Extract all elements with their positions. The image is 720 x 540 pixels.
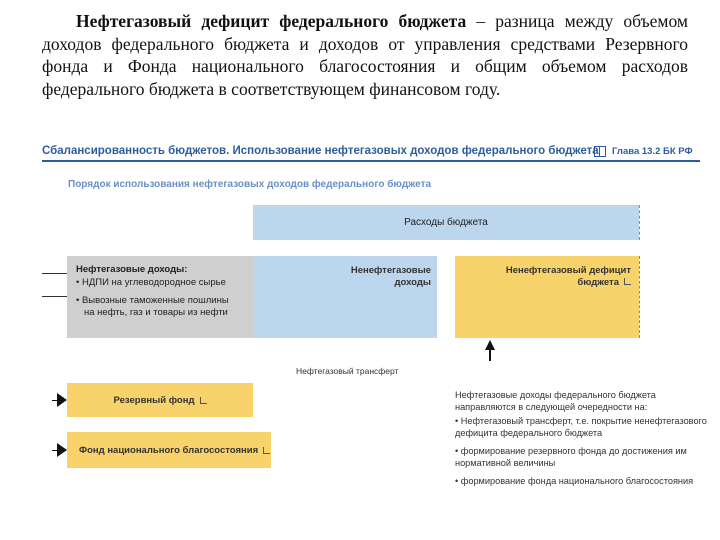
intro-text: – разница между объемом доходов федерального бюджета и доходов от управления средствами Резервного фонда и Фонда национального благосостояния и общим объемом расходов федерального бюджета в соответствующем финансовом году. <box>42 11 688 99</box>
oil-revenue-box <box>67 256 254 338</box>
reserve-fund-box <box>67 383 253 417</box>
expenses-dashed-edge <box>639 205 640 240</box>
allocation-item-1: • Нефтегазовый трансферт, т.е. покрытие ненефтегазового дефицита федерального бюджета <box>455 416 707 438</box>
intro-paragraph <box>42 10 688 100</box>
oil-item-1: • НДПИ на углеводородное сырье <box>76 277 226 288</box>
oil-connector-bottom <box>42 296 67 297</box>
transfer-label: Нефтегазовый трансферт <box>296 366 399 376</box>
intro-term: Нефтегазовый дефицит федерального бюджета <box>76 11 467 31</box>
nonoil-revenue-box <box>254 256 437 338</box>
oil-connector-top <box>42 273 67 274</box>
header-reference: Глава 13.2 БК РФ <box>612 146 693 157</box>
allocation-intro: Нефтегазовые доходы федерального бюджета направляются в следующей очередности на: <box>455 390 656 412</box>
welfare-fund-box <box>67 432 271 468</box>
fund-arrow-icon <box>57 443 67 457</box>
deficit-dashed-edge <box>639 256 640 338</box>
book-icon <box>594 146 606 157</box>
nonoil-line-2: доходы <box>394 277 431 288</box>
reserve-fund-label: Резервный фонд <box>113 394 195 406</box>
allocation-item-3: • формирование фонда национального благосостояния <box>455 476 694 486</box>
nonoil-line-1: Ненефтегазовые <box>350 265 431 276</box>
nonoil-deficit-box <box>455 256 639 338</box>
header-title: Сбалансированность бюджетов. Использование нефтегазовых доходов федерального бюджета <box>42 145 599 157</box>
diagram-subtitle: Порядок использования нефтегазовых доходов федерального бюджета <box>68 179 432 190</box>
allocation-item-2: • формирование резервного фонда до достижения им нормативной величины <box>455 446 687 468</box>
expenses-box <box>253 205 639 240</box>
allocation-note <box>455 389 713 487</box>
reserve-arrow-icon <box>57 393 67 407</box>
deficit-line-1: Ненефтегазовый дефицит <box>505 265 631 276</box>
arrow-up-stem <box>489 349 491 361</box>
expenses-label: Расходы бюджета <box>404 217 488 228</box>
fund-return-icon <box>263 447 270 454</box>
deficit-line-2: бюджета <box>577 277 619 288</box>
oil-item-2: • Вывозные таможенные пошлины <box>76 295 229 306</box>
header-divider <box>42 160 700 162</box>
reserve-return-icon <box>200 397 207 404</box>
welfare-fund-label: Фонд национального благосостояния <box>79 444 259 456</box>
oil-item-3: на нефть, газ и товары из нефти <box>84 307 228 318</box>
return-arrow-icon <box>624 278 631 285</box>
oil-revenue-title: Нефтегазовые доходы: <box>76 264 188 275</box>
